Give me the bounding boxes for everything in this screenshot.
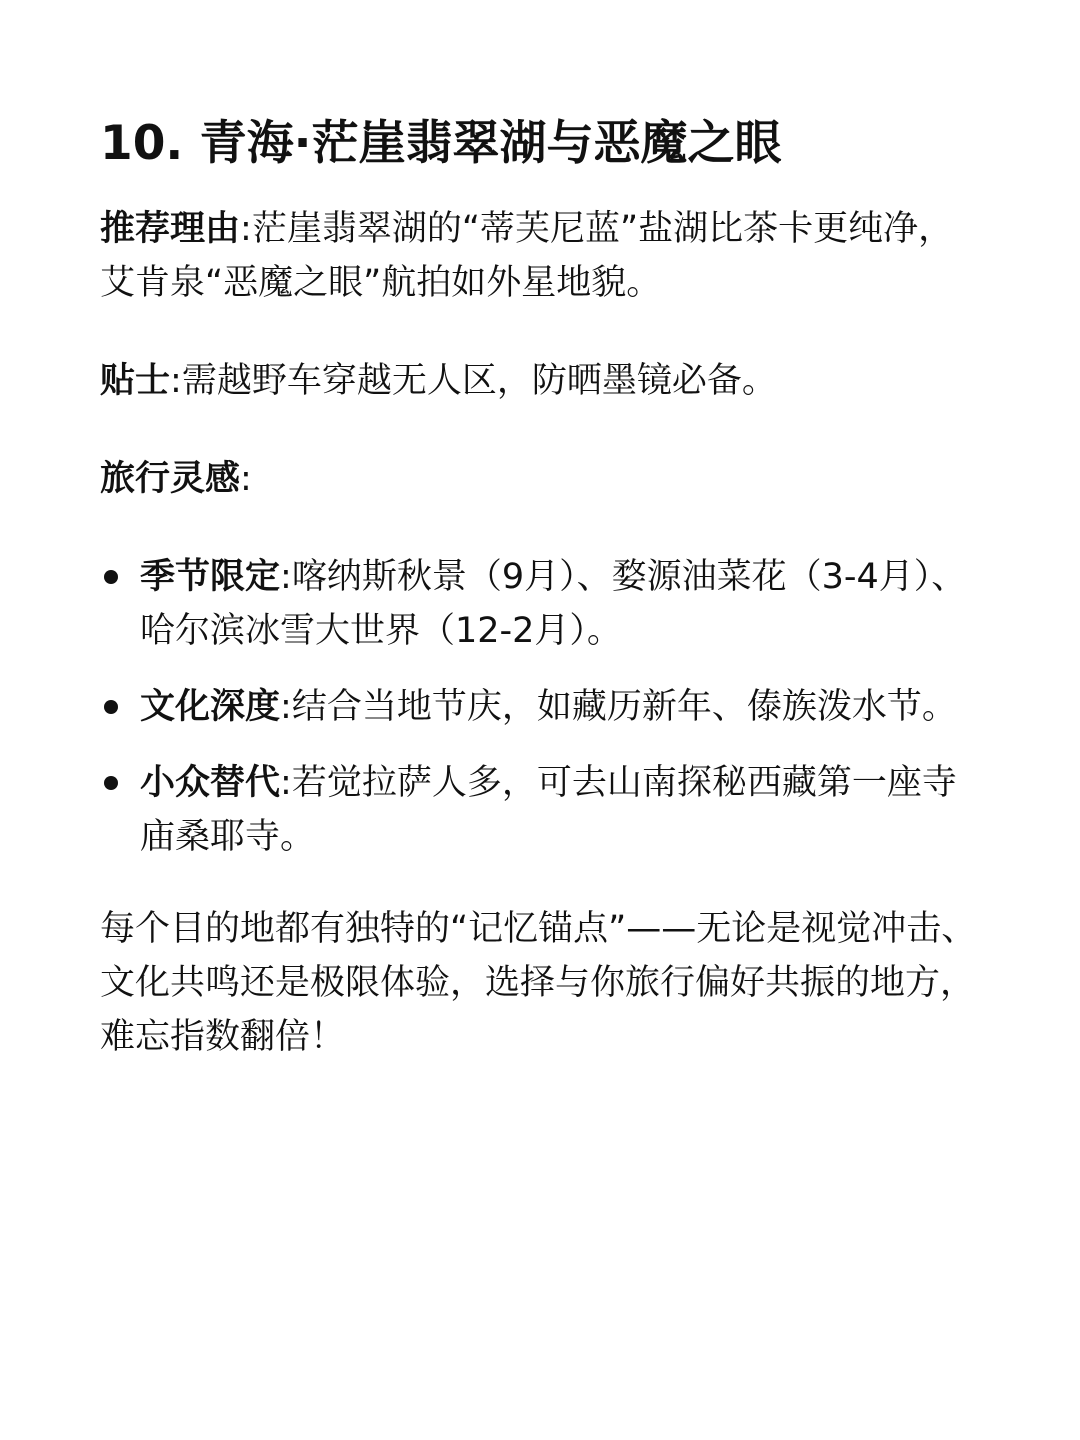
tips-label: 贴士	[100, 361, 171, 401]
tips-colon: :	[170, 361, 182, 401]
inspiration-label: 旅行灵感	[100, 459, 241, 499]
inspiration-heading	[100, 452, 980, 506]
recommend-reason-text: 茫崖翡翠湖的“蒂芙尼蓝”盐湖比茶卡更纯净，艾肯泉“恶魔之眼”航拍如外星地貌。	[100, 209, 954, 303]
inspiration-colon: :	[240, 459, 252, 499]
bullet-icon	[104, 700, 118, 714]
list-item-colon: :	[280, 763, 292, 803]
list-item-label: 文化深度	[140, 687, 281, 727]
list-item-culture	[100, 680, 980, 734]
tips	[100, 354, 980, 408]
recommend-reason-label: 推荐理由	[100, 209, 241, 249]
bullet-icon	[104, 776, 118, 790]
page-title: 10. 青海·茫崖翡翠湖与恶魔之眼	[100, 116, 782, 171]
recommend-reason	[100, 202, 980, 310]
closing-paragraph: 每个目的地都有独特的“记忆锚点”——无论是视觉冲击、文化共鸣还是极限体验，选择与你旅行偏好共振的地方，难忘指数翻倍！	[100, 909, 977, 1057]
tips-text: 需越野车穿越无人区，防晒墨镜必备。	[181, 361, 777, 401]
list-item-season	[100, 550, 980, 658]
list-item-label: 小众替代	[140, 763, 281, 803]
recommend-reason-colon: :	[240, 209, 252, 249]
bullet-icon	[104, 570, 118, 584]
inspiration-list	[100, 550, 980, 864]
list-item-alternative	[100, 756, 980, 864]
list-item-text: 结合当地节庆，如藏历新年、傣族泼水节。	[291, 687, 957, 727]
list-item-colon: :	[280, 557, 292, 597]
article	[100, 110, 980, 1064]
list-item-text: 喀纳斯秋景（9月）、婺源油菜花（3-4月）、哈尔滨冰雪大世界（12-2月）。	[140, 557, 967, 651]
list-item-text: 若觉拉萨人多，可去山南探秘西藏第一座寺庙桑耶寺。	[140, 763, 957, 857]
list-item-label: 季节限定	[140, 557, 281, 597]
list-item-colon: :	[280, 687, 292, 727]
